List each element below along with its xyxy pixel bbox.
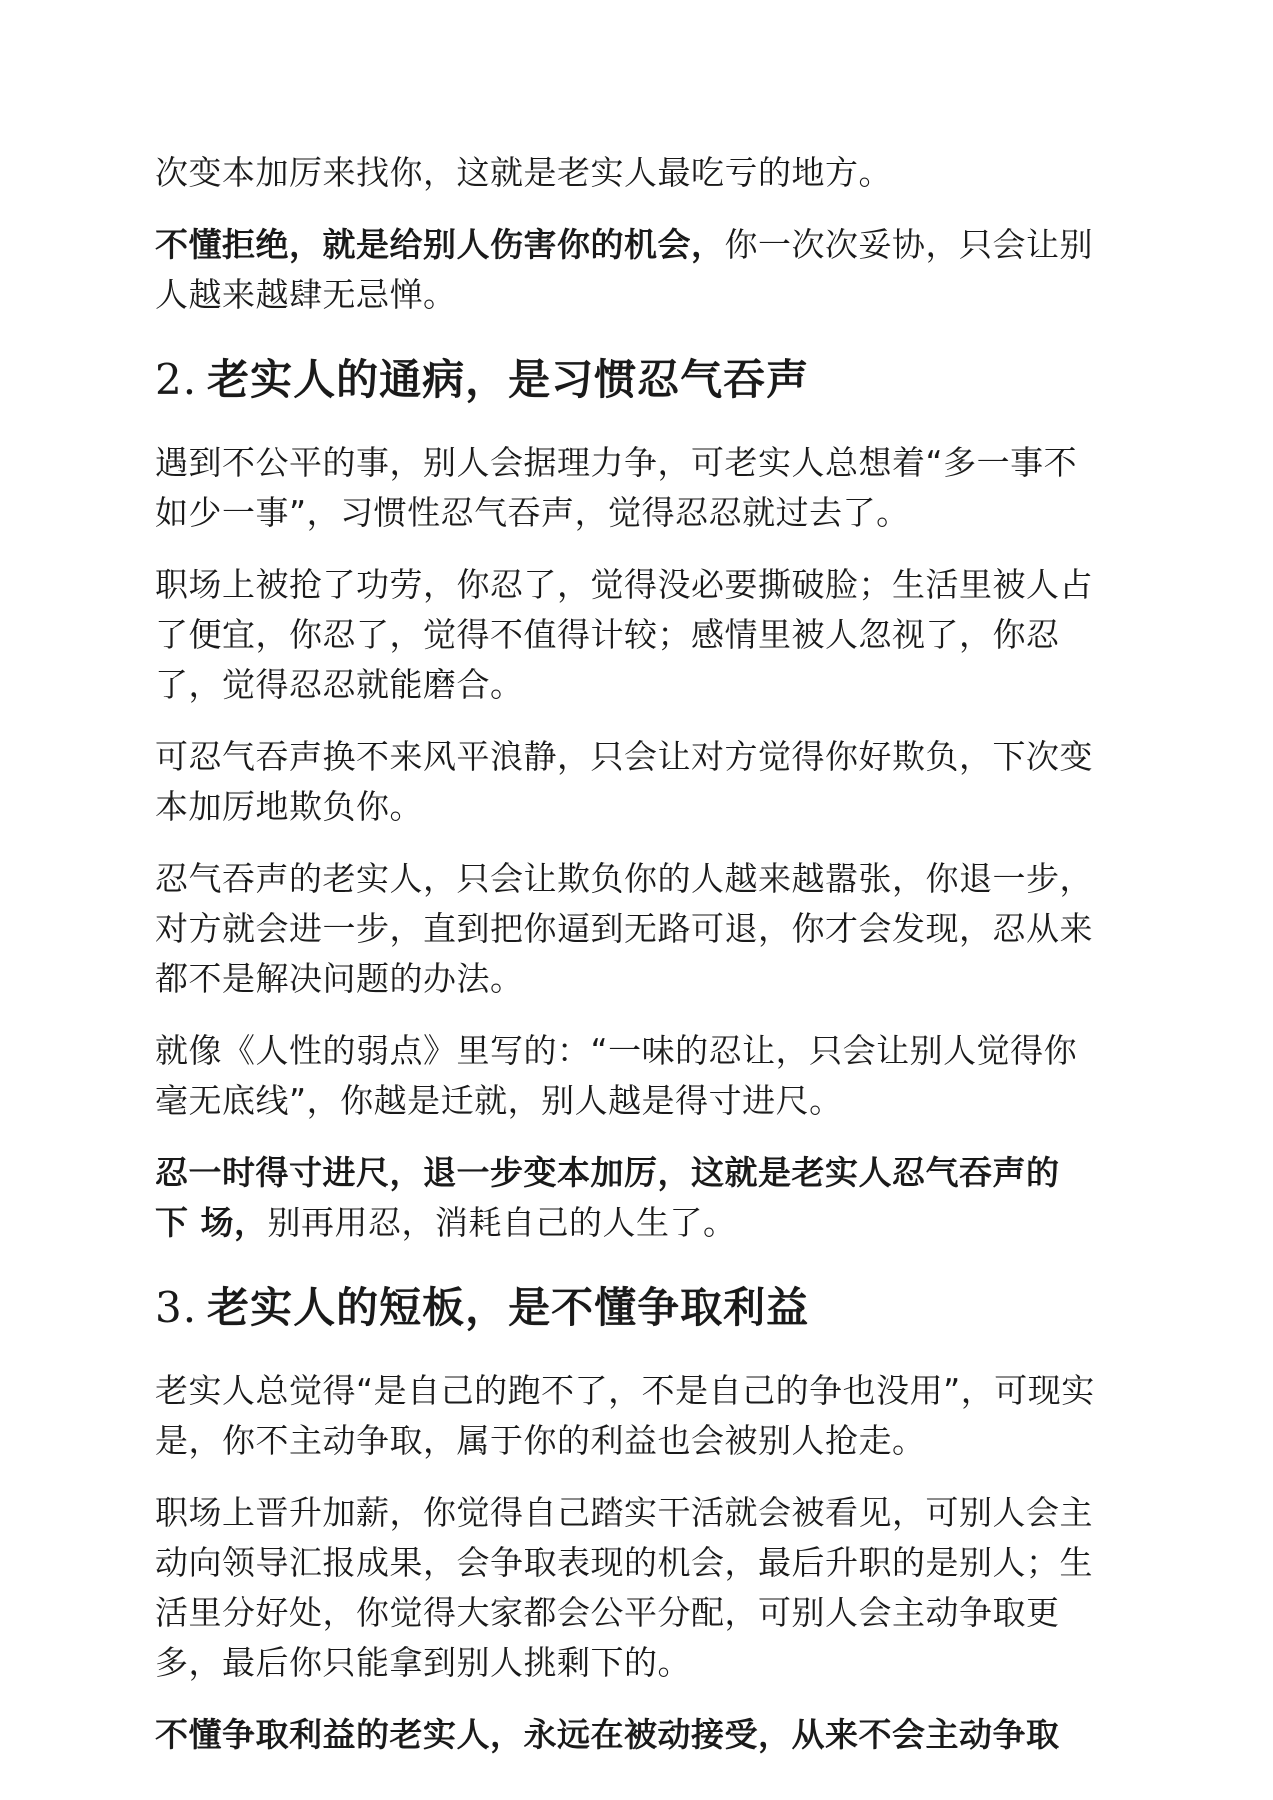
text-line: 忍气吞声的老实人，只会让欺负你的人越来越嚣张，你退一步， [155, 859, 1093, 898]
paragraph [155, 148, 1155, 198]
text-line: 可忍气吞声换不来风平浪静，只会让对方觉得你好欺负，下次变 [155, 737, 1093, 776]
text-line [155, 1198, 1155, 1248]
text-line: 本加厉地欺负你。 [155, 787, 423, 826]
text-line: 如少一事”，习惯性忍气吞声，觉得忍忍就过去了。 [155, 493, 910, 532]
text-line: 就像《人性的弱点》里写的：“一味的忍让，只会让别人觉得你 [155, 1031, 1078, 1070]
section-title: 老实人的通病，是习惯忍气吞声 [207, 355, 810, 404]
paragraph [155, 732, 1155, 832]
paragraph-emphasis [155, 220, 1155, 320]
text-line: 对方就会进一步，直到把你逼到无路可退，你才会发现，忍从来 [155, 909, 1093, 948]
article-body [155, 148, 1155, 1782]
normal-text: 你一次次妥协，只会让别 [724, 225, 1093, 264]
text-line: 职场上晋升加薪，你觉得自己踏实干活就会被看见，可别人会主 [155, 1493, 1093, 1532]
paragraph [155, 1026, 1155, 1126]
paragraph [155, 854, 1155, 1004]
text-line: 是，你不主动争取，属于你的利益也会被别人抢走。 [155, 1421, 926, 1460]
paragraph-emphasis [155, 1148, 1155, 1248]
bold-text: 忍一时得寸进尺，退一步变本加厉，这就是老实人忍气吞声的 [155, 1153, 1060, 1192]
bold-text: 不懂争取利益的老实人，永远在被动接受，从来不会主动争取 [155, 1715, 1060, 1754]
section-heading-2 [155, 350, 1155, 410]
paragraph [155, 1366, 1155, 1466]
text-line: 了便宜，你忍了，觉得不值得计较；感情里被人忽视了，你忍 [155, 615, 1060, 654]
text-line: 动向领导汇报成果，会争取表现的机会，最后升职的是别人；生 [155, 1543, 1093, 1582]
section-number: 3. [155, 1283, 198, 1332]
section-title: 老实人的短板，是不懂争取利益 [207, 1283, 810, 1332]
section-number: 2. [155, 355, 198, 404]
text-line: 多，最后你只能拿到别人挑剩下的。 [155, 1643, 691, 1682]
bold-text: 下 场， [155, 1203, 268, 1242]
paragraph-emphasis [155, 1710, 1155, 1760]
text-line: 遇到不公平的事，别人会据理力争，可老实人总想着“多一事不 [155, 443, 1078, 482]
text-line: 老实人总觉得“是自己的跑不了，不是自己的争也没用”，可现实 [155, 1371, 1095, 1410]
text-line [155, 220, 1155, 270]
text-line: 毫无底线”，你越是迁就，别人越是得寸进尺。 [155, 1081, 843, 1120]
text-line: 职场上被抢了功劳，你忍了，觉得没必要撕破脸；生活里被人占 [155, 565, 1093, 604]
section-heading-3 [155, 1278, 1155, 1338]
text-line: 活里分好处，你觉得大家都会公平分配，可别人会主动争取更 [155, 1593, 1060, 1632]
paragraph [155, 438, 1155, 538]
paragraph [155, 560, 1155, 710]
text-line: 人越来越肆无忌惮。 [155, 275, 457, 314]
text-line: 了，觉得忍忍就能磨合。 [155, 665, 524, 704]
text-line: 都不是解决问题的办法。 [155, 959, 524, 998]
bold-text: 不懂拒绝，就是给别人伤害你的机会， [155, 225, 725, 264]
normal-text: 别再用忍，消耗自己的人生了。 [267, 1203, 737, 1242]
paragraph [155, 1488, 1155, 1688]
text-line: 次变本加厉来找你，这就是老实人最吃亏的地方。 [155, 153, 892, 192]
